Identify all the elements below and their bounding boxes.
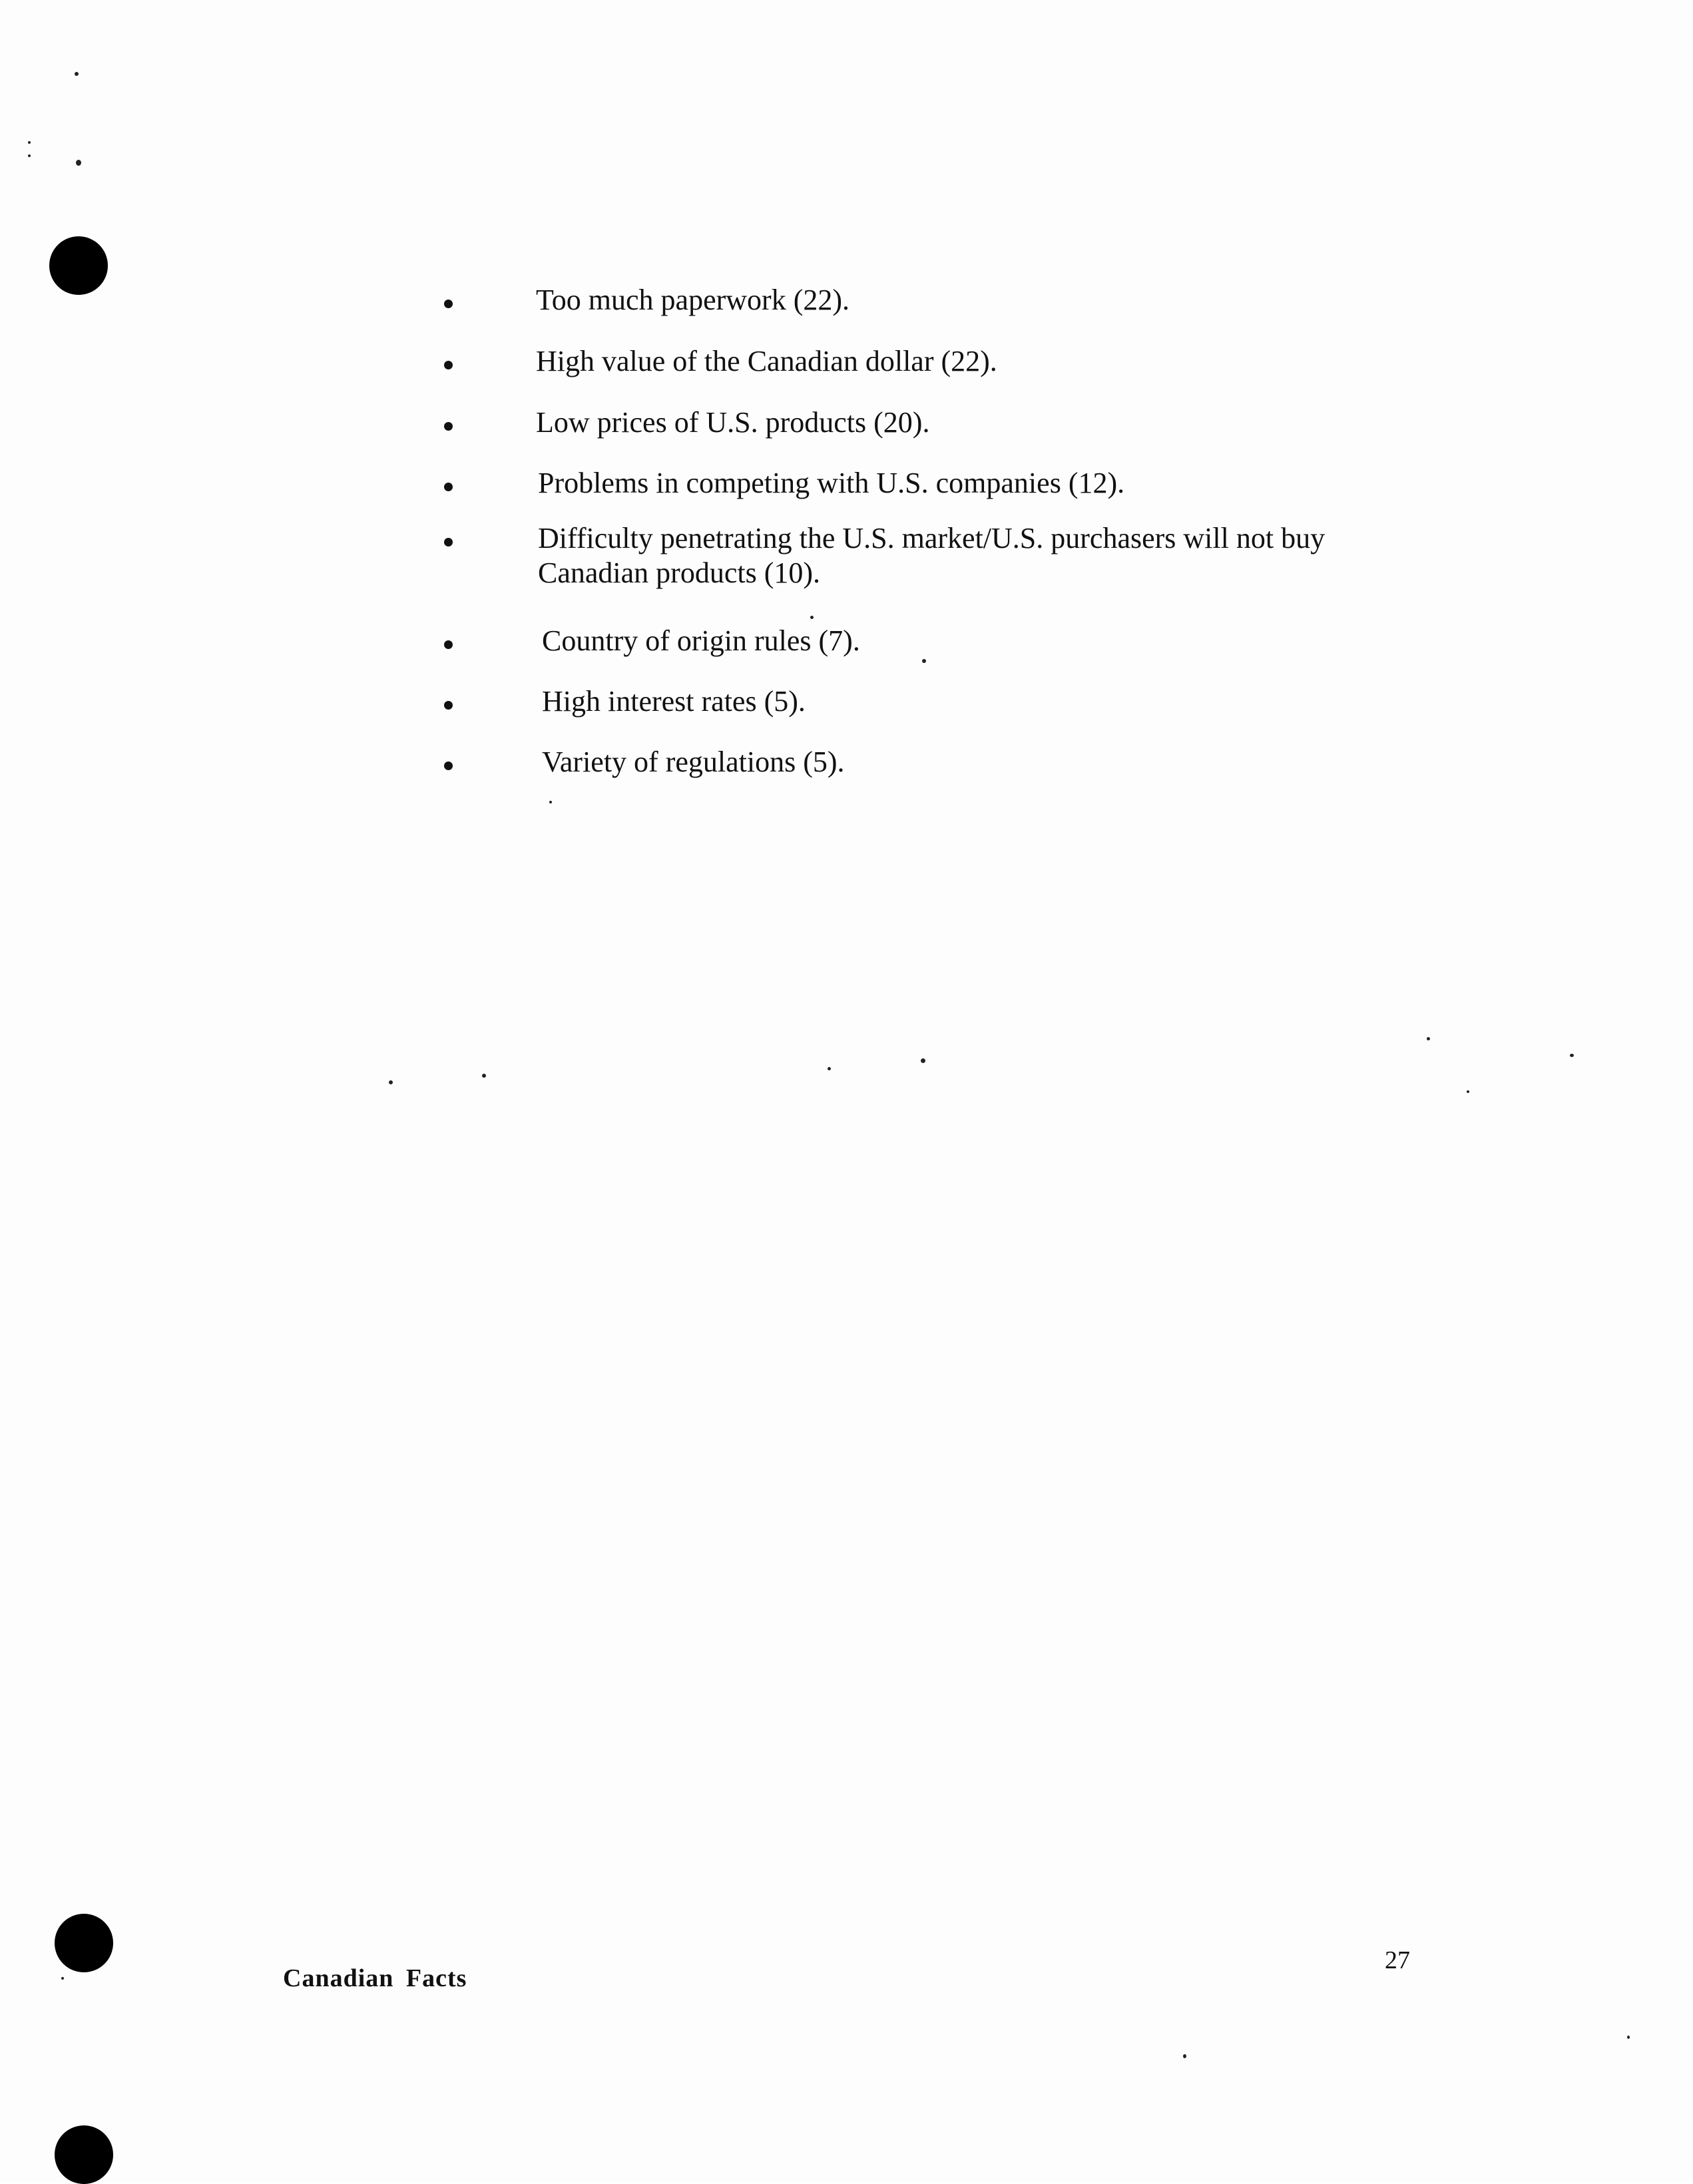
scan-speck	[1570, 1054, 1574, 1057]
footer-title: Canadian Facts	[283, 1964, 467, 1992]
list-item-text: Variety of regulations (5).	[542, 746, 845, 778]
list-item-text: High value of the Canadian dollar (22).	[536, 345, 997, 377]
list-item-text: Difficulty penetrating the U.S. market/U.S. purchasers will not buy Canadian products (10).	[538, 522, 1326, 589]
scan-speck	[75, 72, 79, 76]
scan-speck	[921, 1058, 925, 1063]
bullet-icon	[444, 640, 453, 649]
list-item-text: Problems in competing with U.S. companies (12).	[538, 467, 1125, 499]
scan-speck	[482, 1074, 486, 1078]
bullet-icon	[444, 483, 453, 491]
page-number: 27	[1385, 1946, 1410, 1974]
bullet-icon	[444, 361, 453, 369]
scan-speck	[389, 1080, 393, 1084]
scan-speck	[810, 616, 814, 619]
list-item-text: High interest rates (5).	[542, 685, 806, 718]
scan-speck	[28, 141, 31, 144]
bullet-icon	[444, 762, 453, 770]
scan-speck	[1183, 2054, 1186, 2058]
scan-speck	[76, 160, 81, 166]
bullet-icon	[444, 422, 453, 431]
scan-speck	[61, 1977, 64, 1980]
scan-speck	[1427, 1037, 1430, 1040]
scan-speck	[549, 801, 552, 803]
scan-speck	[1467, 1090, 1469, 1093]
scan-speck	[28, 154, 31, 157]
scan-speck	[922, 659, 926, 663]
bullet-icon	[444, 701, 453, 710]
bullet-icon	[444, 300, 453, 308]
list-item-text: Low prices of U.S. products (20).	[536, 406, 930, 439]
list-item-text: Country of origin rules (7).	[542, 624, 860, 657]
scan-speck	[1627, 2036, 1630, 2039]
scan-speck	[828, 1067, 831, 1070]
list-item-text: Too much paperwork (22).	[536, 284, 850, 316]
bullet-icon	[444, 538, 453, 546]
